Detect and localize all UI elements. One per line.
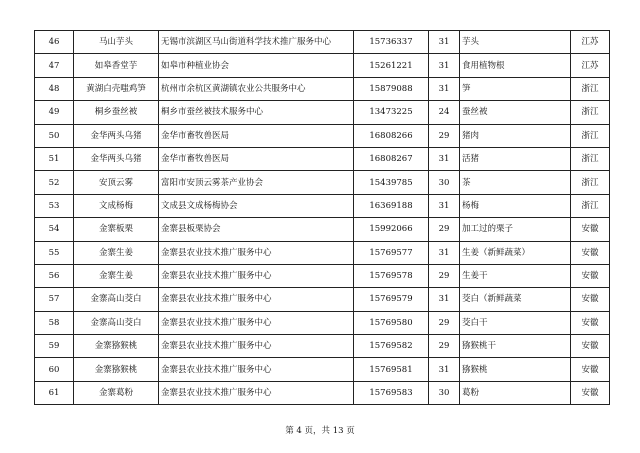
row-number-cell: 47	[35, 54, 74, 77]
province-cell: 浙江	[571, 77, 610, 100]
row-number-cell: 48	[35, 77, 74, 100]
goods-cell: 葛粉	[460, 381, 571, 404]
row-number-cell: 60	[35, 358, 74, 381]
table-row	[35, 101, 610, 124]
province-cell: 浙江	[571, 101, 610, 124]
registration-number-cell: 13473225	[354, 101, 429, 124]
mark-name-cell: 文成杨梅	[74, 194, 159, 217]
registrant-cell: 金华市畜牧兽医局	[159, 147, 354, 170]
class-number-cell: 29	[429, 335, 460, 358]
row-number-cell: 55	[35, 241, 74, 264]
table-row	[35, 31, 610, 54]
class-number-cell: 31	[429, 241, 460, 264]
province-cell: 安徽	[571, 264, 610, 287]
row-number-cell: 46	[35, 31, 74, 54]
goods-cell: 茶	[460, 171, 571, 194]
goods-cell: 芋头	[460, 31, 571, 54]
class-number-cell: 31	[429, 288, 460, 311]
goods-cell: 杨梅	[460, 194, 571, 217]
registrant-cell: 富阳市安顶云雾茶产业协会	[159, 171, 354, 194]
class-number-cell: 29	[429, 311, 460, 334]
registration-number-cell: 15769581	[354, 358, 429, 381]
goods-cell: 生姜（新鲜蔬菜）	[460, 241, 571, 264]
table-row	[35, 335, 610, 358]
registration-number-cell: 16808267	[354, 147, 429, 170]
registration-number-cell: 15769582	[354, 335, 429, 358]
goods-cell: 食用植物根	[460, 54, 571, 77]
mark-name-cell: 金寨猕猴桃	[74, 358, 159, 381]
province-cell: 安徽	[571, 335, 610, 358]
registrant-cell: 金寨县农业技术推广服务中心	[159, 264, 354, 287]
registrant-cell: 金寨县农业技术推广服务中心	[159, 381, 354, 404]
class-number-cell: 31	[429, 358, 460, 381]
mark-name-cell: 金寨生姜	[74, 241, 159, 264]
registrant-cell: 无锡市滨湖区马山街道科学技术推广服务中心	[159, 31, 354, 54]
table-row	[35, 311, 610, 334]
class-number-cell: 30	[429, 171, 460, 194]
registrant-cell: 金寨县农业技术推广服务中心	[159, 288, 354, 311]
province-cell: 安徽	[571, 358, 610, 381]
row-number-cell: 53	[35, 194, 74, 217]
mark-name-cell: 如皋香堂芋	[74, 54, 159, 77]
registrant-cell: 杭州市余杭区黄湖镇农业公共服务中心	[159, 77, 354, 100]
goods-cell: 猕猴桃干	[460, 335, 571, 358]
mark-name-cell: 金寨葛粉	[74, 381, 159, 404]
registration-number-cell: 15261221	[354, 54, 429, 77]
registrant-cell: 金华市畜牧兽医局	[159, 124, 354, 147]
table-row	[35, 54, 610, 77]
table-row	[35, 358, 610, 381]
page-footer: 第 4 页，共 13 页	[285, 426, 355, 436]
mark-name-cell: 金华两头乌猪	[74, 124, 159, 147]
class-number-cell: 30	[429, 381, 460, 404]
registrant-cell: 金寨县农业技术推广服务中心	[159, 311, 354, 334]
goods-cell: 活猪	[460, 147, 571, 170]
goods-cell: 猕猴桃	[460, 358, 571, 381]
registrant-cell: 文成县文成杨梅协会	[159, 194, 354, 217]
mark-name-cell: 金寨高山茭白	[74, 311, 159, 334]
registration-number-cell: 15769578	[354, 264, 429, 287]
mark-name-cell: 安顶云雾	[74, 171, 159, 194]
province-cell: 安徽	[571, 381, 610, 404]
class-number-cell: 31	[429, 194, 460, 217]
table-row	[35, 124, 610, 147]
table-row	[35, 171, 610, 194]
registrant-cell: 金寨县农业技术推广服务中心	[159, 358, 354, 381]
mark-name-cell: 马山芋头	[74, 31, 159, 54]
mark-name-cell: 金寨高山茭白	[74, 288, 159, 311]
registration-number-cell: 15769579	[354, 288, 429, 311]
goods-cell: 笋	[460, 77, 571, 100]
province-cell: 安徽	[571, 288, 610, 311]
class-number-cell: 31	[429, 147, 460, 170]
row-number-cell: 50	[35, 124, 74, 147]
mark-name-cell: 桐乡蚕丝被	[74, 101, 159, 124]
registration-number-cell: 15769577	[354, 241, 429, 264]
table-row	[35, 288, 610, 311]
registration-number-cell: 16808266	[354, 124, 429, 147]
province-cell: 江苏	[571, 54, 610, 77]
table-row	[35, 194, 610, 217]
province-cell: 江苏	[571, 31, 610, 54]
row-number-cell: 58	[35, 311, 74, 334]
registrant-cell: 桐乡市蚕丝被技术服务中心	[159, 101, 354, 124]
goods-cell: 生姜干	[460, 264, 571, 287]
row-number-cell: 52	[35, 171, 74, 194]
class-number-cell: 31	[429, 31, 460, 54]
goods-cell: 蚕丝被	[460, 101, 571, 124]
goods-cell: 茭白干	[460, 311, 571, 334]
province-cell: 安徽	[571, 218, 610, 241]
class-number-cell: 29	[429, 124, 460, 147]
row-number-cell: 51	[35, 147, 74, 170]
goods-cell: 加工过的栗子	[460, 218, 571, 241]
table-row	[35, 77, 610, 100]
row-number-cell: 54	[35, 218, 74, 241]
registration-number-cell: 15439785	[354, 171, 429, 194]
province-cell: 安徽	[571, 241, 610, 264]
registrant-cell: 金寨县板栗协会	[159, 218, 354, 241]
registration-number-cell: 15769583	[354, 381, 429, 404]
mark-name-cell: 金寨生姜	[74, 264, 159, 287]
goods-cell: 猪肉	[460, 124, 571, 147]
registrant-cell: 金寨县农业技术推广服务中心	[159, 241, 354, 264]
table-row	[35, 241, 610, 264]
mark-name-cell: 金寨板栗	[74, 218, 159, 241]
province-cell: 浙江	[571, 194, 610, 217]
class-number-cell: 29	[429, 264, 460, 287]
goods-cell: 茭白（新鲜蔬菜	[460, 288, 571, 311]
row-number-cell: 61	[35, 381, 74, 404]
registration-number-cell: 15879088	[354, 77, 429, 100]
row-number-cell: 59	[35, 335, 74, 358]
class-number-cell: 31	[429, 54, 460, 77]
province-cell: 浙江	[571, 147, 610, 170]
registration-number-cell: 15769580	[354, 311, 429, 334]
registration-number-cell: 16369188	[354, 194, 429, 217]
mark-name-cell: 金寨猕猴桃	[74, 335, 159, 358]
table-body	[35, 31, 610, 405]
registrant-cell: 金寨县农业技术推广服务中心	[159, 335, 354, 358]
class-number-cell: 24	[429, 101, 460, 124]
province-cell: 安徽	[571, 311, 610, 334]
province-cell: 浙江	[571, 124, 610, 147]
table-row	[35, 381, 610, 404]
registration-number-cell: 15736337	[354, 31, 429, 54]
row-number-cell: 57	[35, 288, 74, 311]
class-number-cell: 31	[429, 77, 460, 100]
table-row	[35, 218, 610, 241]
row-number-cell: 49	[35, 101, 74, 124]
mark-name-cell: 黄湖白壳嗤鸡笋	[74, 77, 159, 100]
registrant-cell: 如皋市种植业协会	[159, 54, 354, 77]
row-number-cell: 56	[35, 264, 74, 287]
geographical-indication-table	[34, 30, 610, 405]
class-number-cell: 29	[429, 218, 460, 241]
province-cell: 浙江	[571, 171, 610, 194]
table-row	[35, 147, 610, 170]
registration-number-cell: 15992066	[354, 218, 429, 241]
table-row	[35, 264, 610, 287]
mark-name-cell: 金华两头乌猪	[74, 147, 159, 170]
